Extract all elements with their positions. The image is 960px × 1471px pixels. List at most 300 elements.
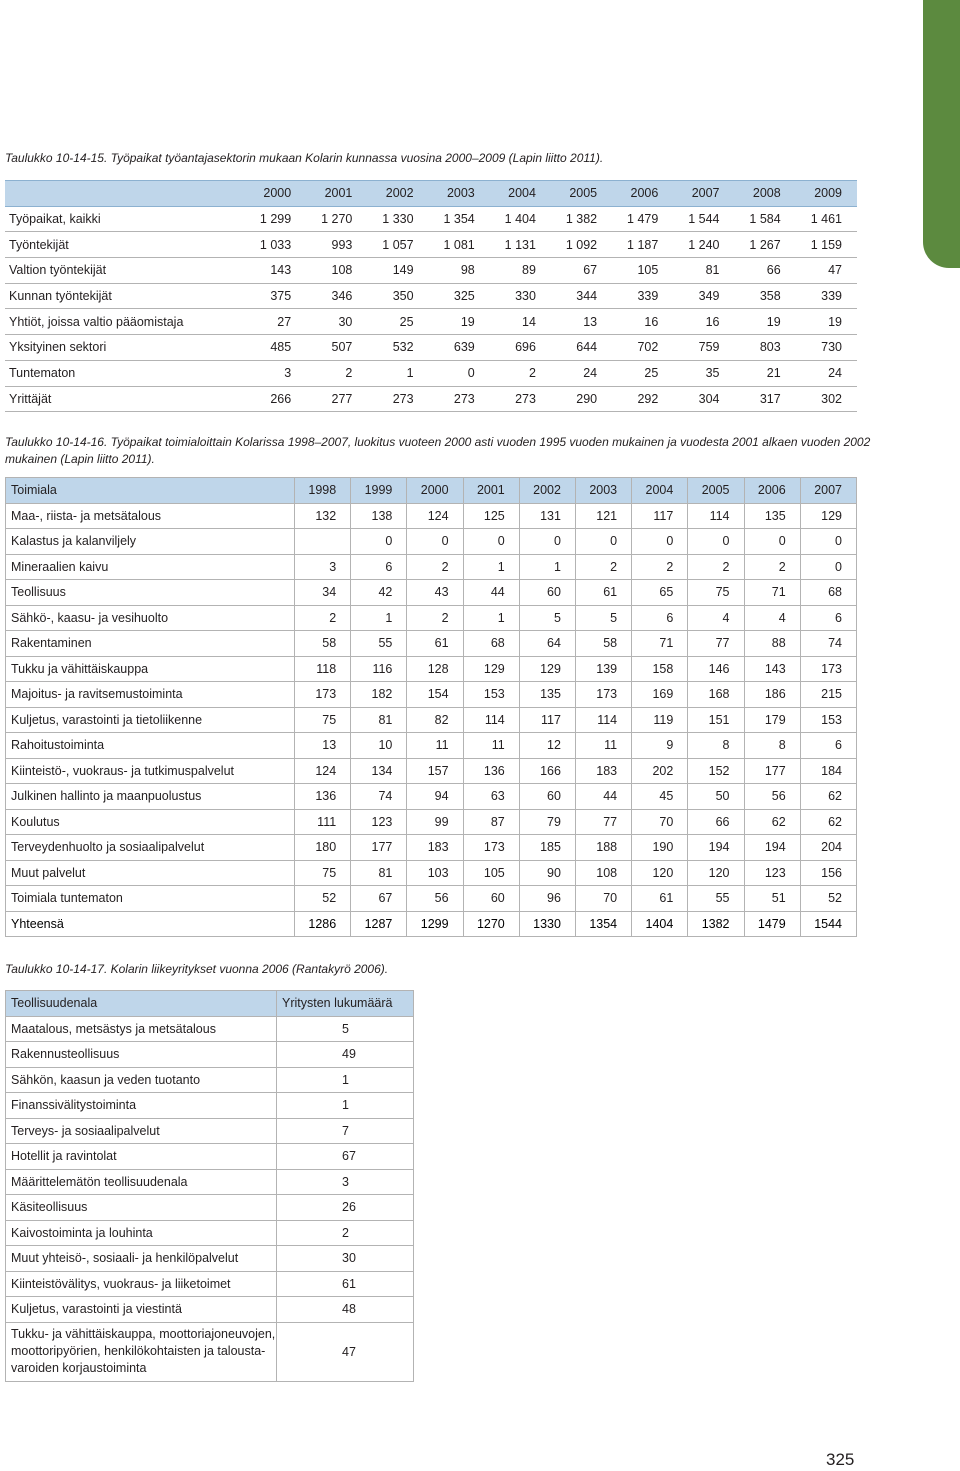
table1-year-header: 2007 (673, 181, 734, 207)
table-cell: 55 (688, 886, 744, 912)
table-cell: 70 (575, 886, 631, 912)
table-cell: 173 (575, 682, 631, 708)
total-cell: 1382 (688, 911, 744, 937)
table-cell: 64 (519, 631, 575, 657)
table-cell: 62 (800, 809, 856, 835)
table-cell: 3 (295, 554, 351, 580)
table-cell: 273 (490, 386, 551, 412)
row-label: Toimiala tuntematon (6, 886, 295, 912)
table-cell: 8 (744, 733, 800, 759)
table-cell: 330 (490, 283, 551, 309)
total-cell: 1404 (632, 911, 688, 937)
table2-year-header: 2007 (800, 478, 856, 504)
table-cell: 132 (295, 503, 351, 529)
table-cell: 52 (800, 886, 856, 912)
table-cell: 375 (245, 283, 306, 309)
table-cell: 135 (744, 503, 800, 529)
table1-year-header: 2008 (735, 181, 796, 207)
table-cell: 4 (688, 605, 744, 631)
total-cell: 1286 (295, 911, 351, 937)
table-cell: 0 (519, 529, 575, 555)
table-cell: 79 (519, 809, 575, 835)
table-cell: 1 033 (245, 232, 306, 258)
table-cell: 56 (407, 886, 463, 912)
table-cell: 58 (295, 631, 351, 657)
table-cell: 759 (673, 335, 734, 361)
table1-year-header: 2001 (306, 181, 367, 207)
table-cell: 35 (673, 360, 734, 386)
table1-year-header: 2002 (367, 181, 428, 207)
table-cell: 1 (351, 605, 407, 631)
row-label: Terveydenhuolto ja sosiaalipalvelut (6, 835, 295, 861)
table2-year-header: 2000 (407, 478, 463, 504)
table-cell: 103 (407, 860, 463, 886)
table2-header-row (6, 478, 857, 504)
table1-year-header: 2009 (796, 181, 857, 207)
table-cell: 194 (744, 835, 800, 861)
table-cell: 119 (632, 707, 688, 733)
table-row (6, 1169, 414, 1195)
table-cell: 1 240 (673, 232, 734, 258)
table-cell: 131 (519, 503, 575, 529)
table-cell: 16 (612, 309, 673, 335)
table-cell: 166 (519, 758, 575, 784)
table-cell: 5 (519, 605, 575, 631)
table-cell: 1 131 (490, 232, 551, 258)
table-cell: 60 (519, 580, 575, 606)
row-label: Finanssivälitystoiminta (6, 1093, 277, 1119)
table-cell: 1 479 (612, 206, 673, 232)
table-row (6, 784, 857, 810)
table-cell: 67 (551, 258, 612, 284)
table-cell: 27 (245, 309, 306, 335)
table-cell: 136 (463, 758, 519, 784)
table-cell: 24 (551, 360, 612, 386)
table-cell: 90 (519, 860, 575, 886)
table-row (6, 1093, 414, 1119)
table-cell: 344 (551, 283, 612, 309)
count-cell: 5 (277, 1016, 414, 1042)
total-cell: 1270 (463, 911, 519, 937)
table-cell: 96 (519, 886, 575, 912)
table-cell: 13 (295, 733, 351, 759)
table-row (6, 758, 857, 784)
table-cell: 1 (367, 360, 428, 386)
table-row (6, 860, 857, 886)
table-cell: 118 (295, 656, 351, 682)
table-cell: 173 (800, 656, 856, 682)
table-cell: 0 (463, 529, 519, 555)
row-label: Maa-, riista- ja metsätalous (6, 503, 295, 529)
table-cell: 4 (744, 605, 800, 631)
table-row (6, 1220, 414, 1246)
table1-year-header: 2003 (429, 181, 490, 207)
row-label: Sähkö-, kaasu- ja vesihuolto (6, 605, 295, 631)
table-cell: 146 (688, 656, 744, 682)
table-cell: 1 354 (429, 206, 490, 232)
row-label-line: moottoripyörien, henkilökohtaisten ja talousta- (11, 1344, 266, 1358)
table-cell: 45 (632, 784, 688, 810)
table-cell: 81 (351, 860, 407, 886)
table-cell: 34 (295, 580, 351, 606)
table-cell: 346 (306, 283, 367, 309)
row-label: Tuntematon (5, 360, 245, 386)
table-cell: 75 (295, 707, 351, 733)
table-cell: 120 (688, 860, 744, 886)
table-cell: 125 (463, 503, 519, 529)
table-row (6, 707, 857, 733)
row-label: Yhtiöt, joissa valtio pääomistaja (5, 309, 245, 335)
table-cell: 153 (800, 707, 856, 733)
table-cell: 68 (463, 631, 519, 657)
table-cell: 75 (295, 860, 351, 886)
table-cell: 169 (632, 682, 688, 708)
table-cell: 25 (612, 360, 673, 386)
table-cell: 292 (612, 386, 673, 412)
row-label: Kuljetus, varastointi ja tietoliikenne (6, 707, 295, 733)
table-cell (295, 529, 351, 555)
table2-year-header: 2002 (519, 478, 575, 504)
row-label: Sähkön, kaasun ja veden tuotanto (6, 1067, 277, 1093)
row-label: Rakentaminen (6, 631, 295, 657)
row-label: Kunnan työntekijät (5, 283, 245, 309)
table-row (5, 386, 857, 412)
table-cell: 0 (688, 529, 744, 555)
table-row (6, 1322, 414, 1381)
table1-year-header: 2005 (551, 181, 612, 207)
count-cell: 48 (277, 1297, 414, 1323)
table-cell: 19 (735, 309, 796, 335)
table-cell: 67 (351, 886, 407, 912)
table-cell: 13 (551, 309, 612, 335)
table-cell: 11 (575, 733, 631, 759)
table-cell: 183 (575, 758, 631, 784)
table-cell: 128 (407, 656, 463, 682)
table-cell: 644 (551, 335, 612, 361)
table-cell: 0 (744, 529, 800, 555)
table-cell: 117 (632, 503, 688, 529)
page-number: 325 (826, 1450, 855, 1469)
row-label: Terveys- ja sosiaalipalvelut (6, 1118, 277, 1144)
table-cell: 325 (429, 283, 490, 309)
table-row (6, 631, 857, 657)
table1-header-row (5, 181, 857, 207)
table-row (6, 1042, 414, 1068)
table-cell: 30 (306, 309, 367, 335)
table-cell: 2 (744, 554, 800, 580)
table2-year-header: 2005 (688, 478, 744, 504)
table-cell: 532 (367, 335, 428, 361)
table-cell: 2 (306, 360, 367, 386)
table-cell: 66 (735, 258, 796, 284)
row-label: Kalastus ja kalanviljely (6, 529, 295, 555)
table-cell: 639 (429, 335, 490, 361)
table-cell: 47 (796, 258, 857, 284)
table-row (6, 1271, 414, 1297)
table-cell: 129 (463, 656, 519, 682)
row-label: Kuljetus, varastointi ja viestintä (6, 1297, 277, 1323)
row-label: Rahoitustoiminta (6, 733, 295, 759)
table-cell: 8 (688, 733, 744, 759)
table-cell: 114 (575, 707, 631, 733)
table-cell: 108 (306, 258, 367, 284)
row-label: Tukku ja vähittäiskauppa (6, 656, 295, 682)
count-cell: 1 (277, 1093, 414, 1119)
table-row (6, 1195, 414, 1221)
total-label: Yhteensä (6, 911, 295, 937)
table-cell: 111 (295, 809, 351, 835)
table-cell: 0 (351, 529, 407, 555)
table-cell: 202 (632, 758, 688, 784)
table-cell: 123 (744, 860, 800, 886)
table-cell: 58 (575, 631, 631, 657)
count-cell: 49 (277, 1042, 414, 1068)
table-cell: 215 (800, 682, 856, 708)
table-cell: 277 (306, 386, 367, 412)
table-row (6, 580, 857, 606)
table2-year-header: 2001 (463, 478, 519, 504)
table-cell: 339 (796, 283, 857, 309)
table3 (5, 990, 414, 1382)
table-cell: 136 (295, 784, 351, 810)
table-cell: 81 (351, 707, 407, 733)
table-cell: 185 (519, 835, 575, 861)
table-cell: 190 (632, 835, 688, 861)
table-cell: 108 (575, 860, 631, 886)
table-cell: 485 (245, 335, 306, 361)
table-row (6, 809, 857, 835)
table-cell: 177 (744, 758, 800, 784)
table-cell: 52 (295, 886, 351, 912)
table-cell: 62 (800, 784, 856, 810)
row-label (6, 1322, 277, 1381)
table-cell: 157 (407, 758, 463, 784)
table-row (6, 605, 857, 631)
table-cell: 25 (367, 309, 428, 335)
table-cell: 204 (800, 835, 856, 861)
count-cell: 1 (277, 1067, 414, 1093)
table-cell: 123 (351, 809, 407, 835)
table-cell: 358 (735, 283, 796, 309)
table3-header-label: Teollisuudenala (6, 991, 277, 1017)
table-cell: 177 (351, 835, 407, 861)
table-cell: 2 (575, 554, 631, 580)
table-cell: 153 (463, 682, 519, 708)
table-cell: 51 (744, 886, 800, 912)
table-cell: 149 (367, 258, 428, 284)
table2-year-header: 2006 (744, 478, 800, 504)
row-label: Yksityinen sektori (5, 335, 245, 361)
table-row (5, 309, 857, 335)
table-cell: 11 (463, 733, 519, 759)
table-cell: 304 (673, 386, 734, 412)
table-row (6, 1246, 414, 1272)
table-cell: 87 (463, 809, 519, 835)
table-row (5, 283, 857, 309)
table-cell: 89 (490, 258, 551, 284)
row-label: Työntekijät (5, 232, 245, 258)
table-cell: 63 (463, 784, 519, 810)
table-cell: 507 (306, 335, 367, 361)
count-cell: 3 (277, 1169, 414, 1195)
table2-caption-line1: Taulukko 10-14-16. Työpaikat toimialoittain Kolarissa 1998–2007, luokitus vuoteen 2000 asti vuoden 1995 vuoden mukainen ja vuodesta 2001 alkaen vuoden 2002 (5, 435, 871, 449)
table-cell: 317 (735, 386, 796, 412)
table-row (6, 529, 857, 555)
row-label: Hotellit ja ravintolat (6, 1144, 277, 1170)
total-cell: 1299 (407, 911, 463, 937)
table-cell: 194 (688, 835, 744, 861)
row-label: Kiinteistövälitys, vuokraus- ja liiketoimet (6, 1271, 277, 1297)
table-cell: 2 (688, 554, 744, 580)
table1-header-blank (5, 181, 245, 207)
table-cell: 0 (575, 529, 631, 555)
table-cell: 2 (407, 554, 463, 580)
row-label: Kiinteistö-, vuokraus- ja tutkimuspalvelut (6, 758, 295, 784)
count-cell: 67 (277, 1144, 414, 1170)
table-cell: 114 (463, 707, 519, 733)
count-cell: 7 (277, 1118, 414, 1144)
table-cell: 156 (800, 860, 856, 886)
table-cell: 1 544 (673, 206, 734, 232)
table-cell: 143 (245, 258, 306, 284)
count-cell: 2 (277, 1220, 414, 1246)
table-cell: 182 (351, 682, 407, 708)
row-label: Mineraalien kaivu (6, 554, 295, 580)
table-cell: 56 (744, 784, 800, 810)
table-cell: 61 (407, 631, 463, 657)
row-label: Maatalous, metsästys ja metsätalous (6, 1016, 277, 1042)
row-label: Muut palvelut (6, 860, 295, 886)
table-cell: 135 (519, 682, 575, 708)
table-cell: 184 (800, 758, 856, 784)
table-cell: 186 (744, 682, 800, 708)
table-cell: 0 (632, 529, 688, 555)
table-row (6, 733, 857, 759)
table-cell: 94 (407, 784, 463, 810)
table2-header-label: Toimiala (6, 478, 295, 504)
table-cell: 1 461 (796, 206, 857, 232)
table-row (6, 1016, 414, 1042)
table-cell: 1 (519, 554, 575, 580)
table-cell: 16 (673, 309, 734, 335)
row-label-line: Tukku- ja vähittäiskauppa, moottoriajoneuvojen, (11, 1327, 276, 1341)
table-cell: 349 (673, 283, 734, 309)
table-cell: 1 382 (551, 206, 612, 232)
table-cell: 77 (575, 809, 631, 835)
table-cell: 158 (632, 656, 688, 682)
table-cell: 696 (490, 335, 551, 361)
table-cell: 129 (800, 503, 856, 529)
table-cell: 82 (407, 707, 463, 733)
table2 (5, 477, 857, 937)
table3-header-count: Yritysten lukumäärä (277, 991, 414, 1017)
table-cell: 138 (351, 503, 407, 529)
table-cell: 350 (367, 283, 428, 309)
row-label: Kaivostoiminta ja louhinta (6, 1220, 277, 1246)
table-cell: 1 270 (306, 206, 367, 232)
table-cell: 1 584 (735, 206, 796, 232)
table-row (6, 1067, 414, 1093)
row-label: Rakennusteollisuus (6, 1042, 277, 1068)
row-label: Työpaikat, kaikki (5, 206, 245, 232)
table-row (6, 1118, 414, 1144)
table-cell: 44 (575, 784, 631, 810)
table-cell: 81 (673, 258, 734, 284)
table-cell: 120 (632, 860, 688, 886)
count-cell: 47 (277, 1322, 414, 1381)
table-cell: 0 (800, 554, 856, 580)
table-cell: 6 (632, 605, 688, 631)
table-cell: 71 (632, 631, 688, 657)
table-cell: 50 (688, 784, 744, 810)
table-cell: 55 (351, 631, 407, 657)
table-cell: 124 (407, 503, 463, 529)
table-row (6, 682, 857, 708)
table2-year-header: 2003 (575, 478, 631, 504)
table-row (6, 656, 857, 682)
table-cell: 98 (429, 258, 490, 284)
table-cell: 62 (744, 809, 800, 835)
table-cell: 730 (796, 335, 857, 361)
row-label: Majoitus- ja ravitsemustoiminta (6, 682, 295, 708)
row-label: Koulutus (6, 809, 295, 835)
table-cell: 88 (744, 631, 800, 657)
table-row (6, 503, 857, 529)
count-cell: 30 (277, 1246, 414, 1272)
table-cell: 9 (632, 733, 688, 759)
row-label: Julkinen hallinto ja maanpuolustus (6, 784, 295, 810)
table-cell: 173 (463, 835, 519, 861)
table-cell: 116 (351, 656, 407, 682)
table3-header-row (6, 991, 414, 1017)
table-cell: 143 (744, 656, 800, 682)
table-cell: 44 (463, 580, 519, 606)
table1-year-header: 2004 (490, 181, 551, 207)
table-cell: 134 (351, 758, 407, 784)
table-cell: 12 (519, 733, 575, 759)
table2-caption-line2: mukainen (Lapin liitto 2011). (5, 452, 155, 466)
table-cell: 2 (295, 605, 351, 631)
table-cell: 19 (429, 309, 490, 335)
table1-year-header: 2006 (612, 181, 673, 207)
table-cell: 803 (735, 335, 796, 361)
table-cell: 179 (744, 707, 800, 733)
table-cell: 2 (632, 554, 688, 580)
table-cell: 10 (351, 733, 407, 759)
table-row (5, 232, 857, 258)
table-cell: 117 (519, 707, 575, 733)
table-row (5, 335, 857, 361)
table-cell: 24 (796, 360, 857, 386)
table-cell: 129 (519, 656, 575, 682)
total-cell: 1479 (744, 911, 800, 937)
table-cell: 3 (245, 360, 306, 386)
table-row (5, 206, 857, 232)
table-cell: 61 (632, 886, 688, 912)
table-cell: 105 (612, 258, 673, 284)
table-cell: 273 (429, 386, 490, 412)
table-cell: 183 (407, 835, 463, 861)
total-cell: 1354 (575, 911, 631, 937)
row-label: Teollisuus (6, 580, 295, 606)
row-label-line: varoiden korjaustoiminta (11, 1361, 147, 1375)
row-label: Määrittelemätön teollisuudenala (6, 1169, 277, 1195)
table-cell: 114 (688, 503, 744, 529)
table-row (6, 1144, 414, 1170)
table-cell: 2 (490, 360, 551, 386)
table-cell: 339 (612, 283, 673, 309)
table-cell: 11 (407, 733, 463, 759)
